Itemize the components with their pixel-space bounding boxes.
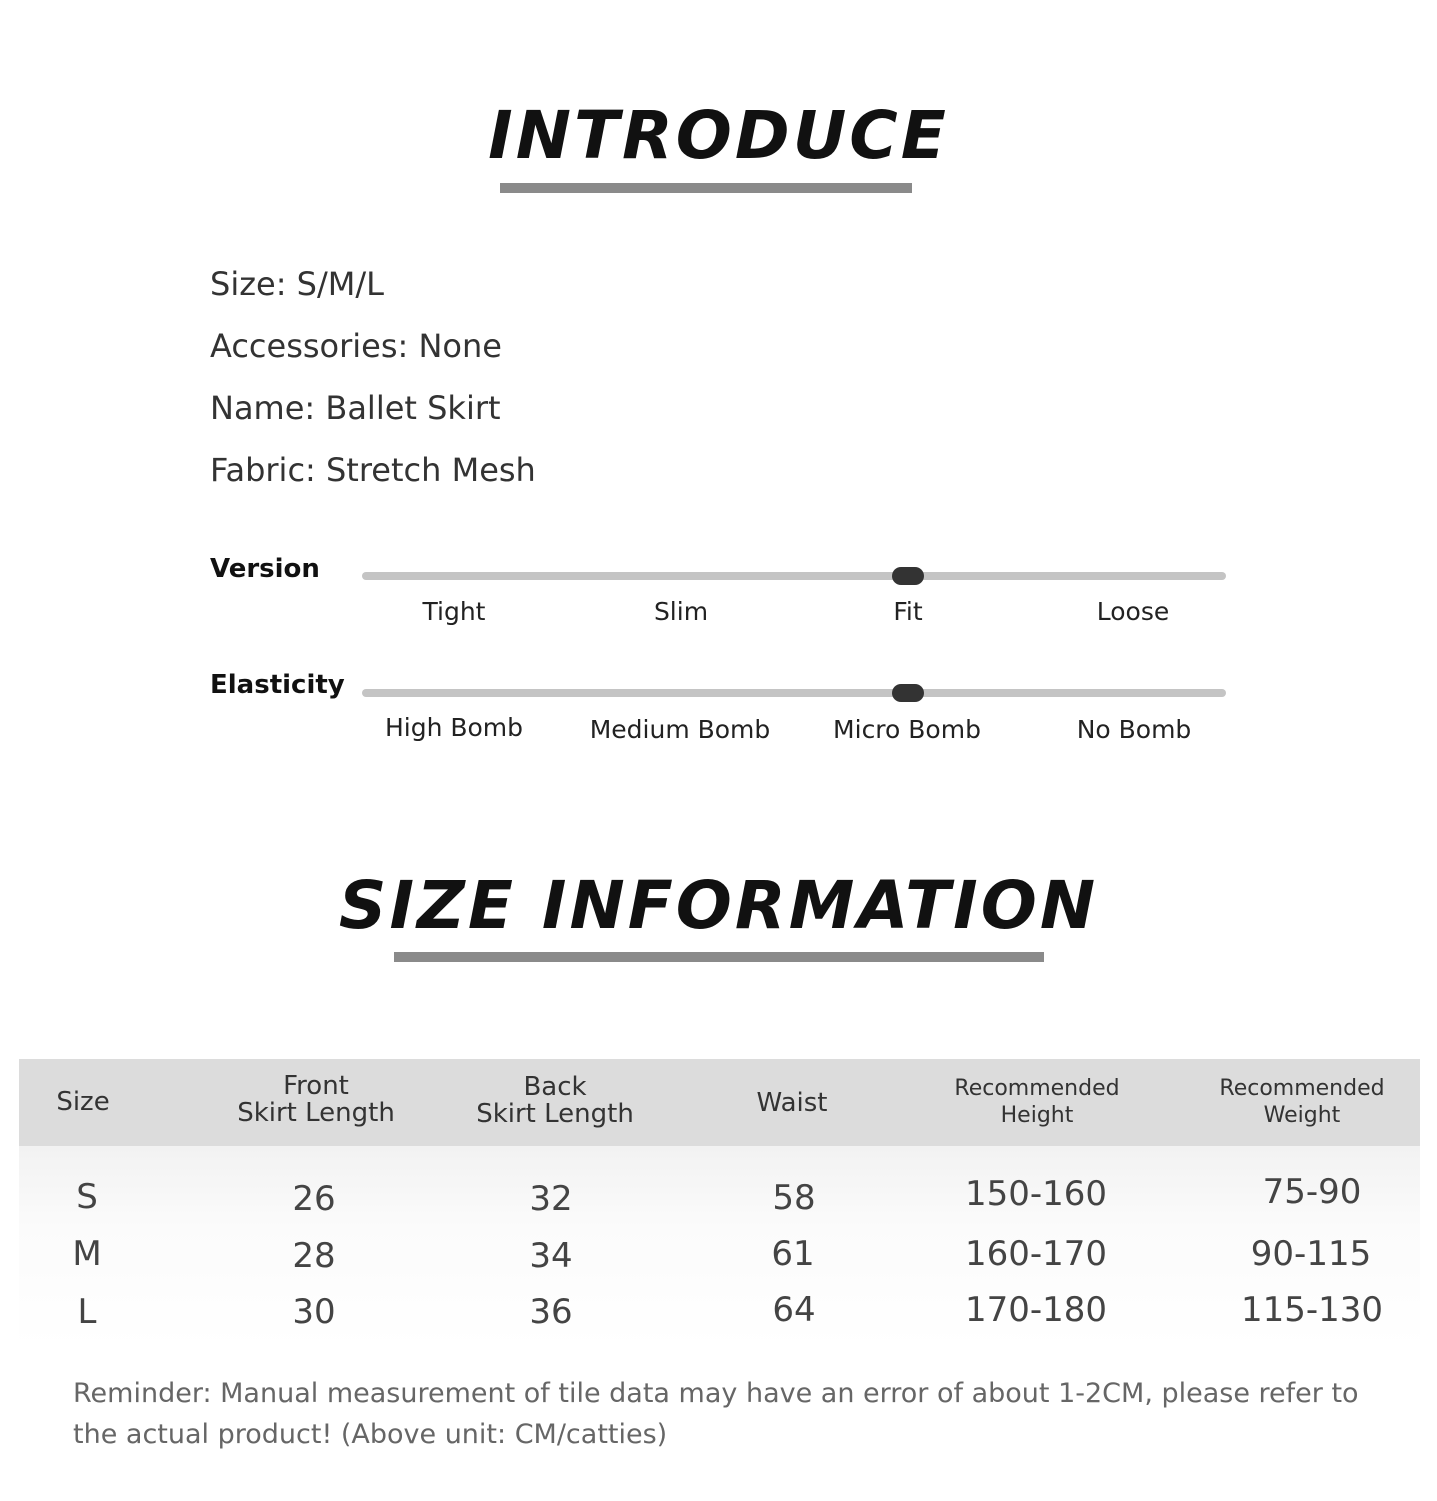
table-cell-size: M bbox=[72, 1234, 102, 1274]
table-cell-weight: 115-130 bbox=[1240, 1290, 1384, 1330]
introduce-underline bbox=[500, 183, 912, 193]
spec-value: S/M/L bbox=[296, 265, 384, 303]
version-indicator bbox=[892, 567, 924, 585]
spec-size bbox=[210, 264, 384, 304]
header-line: Skirt Length bbox=[476, 1099, 634, 1129]
version-label: Version bbox=[210, 554, 320, 584]
table-cell-back: 32 bbox=[529, 1179, 573, 1219]
size-table-header bbox=[19, 1059, 1420, 1146]
header-recommended-height bbox=[954, 1075, 1119, 1129]
header-line: Weight bbox=[1263, 1103, 1341, 1128]
header-back-skirt-length bbox=[476, 1074, 634, 1128]
table-cell-height: 160-170 bbox=[964, 1234, 1108, 1274]
table-cell-weight: 75-90 bbox=[1262, 1172, 1362, 1212]
version-option-tight: Tight bbox=[422, 597, 486, 626]
version-track bbox=[362, 572, 1226, 580]
version-option-fit: Fit bbox=[893, 597, 923, 626]
table-cell-waist: 61 bbox=[771, 1234, 815, 1274]
elasticity-option-none: No Bomb bbox=[1076, 715, 1192, 744]
spec-value: None bbox=[418, 327, 502, 365]
spec-value: Ballet Skirt bbox=[325, 389, 501, 427]
table-cell-front: 28 bbox=[292, 1236, 336, 1276]
spec-value: Stretch Mesh bbox=[325, 451, 536, 489]
spec-label: Fabric: bbox=[210, 451, 316, 489]
size-table-body bbox=[19, 1146, 1420, 1348]
introduce-title: INTRODUCE bbox=[488, 97, 949, 174]
reminder-note: Reminder: Manual measurement of tile data may have an error of about 1-2CM, please refer to the actual product! (Above unit: CM/catties) bbox=[73, 1378, 1359, 1450]
table-cell-waist: 58 bbox=[772, 1178, 816, 1218]
table-cell-size: S bbox=[76, 1177, 98, 1217]
table-cell-front: 26 bbox=[292, 1179, 336, 1219]
header-line: Back bbox=[523, 1072, 587, 1102]
table-cell-waist: 64 bbox=[772, 1290, 816, 1330]
header-line: Waist bbox=[756, 1088, 828, 1118]
header-recommended-weight bbox=[1219, 1075, 1384, 1129]
header-front-skirt-length bbox=[237, 1073, 395, 1127]
header-line: Skirt Length bbox=[237, 1098, 395, 1128]
spec-fabric bbox=[210, 450, 536, 490]
table-cell-height: 170-180 bbox=[964, 1290, 1108, 1330]
elasticity-indicator bbox=[892, 684, 924, 702]
table-cell-back: 36 bbox=[529, 1292, 573, 1332]
header-line: Recommended bbox=[1219, 1076, 1385, 1101]
table-cell-height: 150-160 bbox=[964, 1174, 1108, 1214]
version-option-loose: Loose bbox=[1096, 597, 1170, 626]
header-waist bbox=[757, 1090, 828, 1117]
spec-label: Accessories: bbox=[210, 327, 409, 365]
elasticity-track bbox=[362, 689, 1226, 697]
table-cell-front: 30 bbox=[292, 1292, 336, 1332]
header-line: Recommended bbox=[954, 1076, 1120, 1101]
header-size bbox=[56, 1089, 109, 1116]
size-information-underline bbox=[394, 952, 1044, 962]
table-cell-size: L bbox=[77, 1292, 97, 1332]
size-information-title: SIZE INFORMATION bbox=[338, 867, 1099, 944]
spec-accessories bbox=[210, 326, 502, 366]
version-option-slim: Slim bbox=[653, 597, 709, 626]
header-line: Front bbox=[283, 1071, 349, 1101]
elasticity-label: Elasticity bbox=[210, 670, 345, 700]
table-cell-weight: 90-115 bbox=[1250, 1234, 1372, 1274]
elasticity-option-medium: Medium Bomb bbox=[589, 715, 771, 744]
spec-label: Name: bbox=[210, 389, 316, 427]
table-cell-back: 34 bbox=[529, 1236, 573, 1276]
elasticity-option-micro: Micro Bomb bbox=[833, 715, 981, 744]
header-line: Size bbox=[56, 1087, 110, 1117]
elasticity-option-high: High Bomb bbox=[384, 713, 524, 742]
spec-name bbox=[210, 388, 501, 428]
spec-label: Size: bbox=[210, 265, 287, 303]
header-line: Height bbox=[1000, 1103, 1074, 1128]
